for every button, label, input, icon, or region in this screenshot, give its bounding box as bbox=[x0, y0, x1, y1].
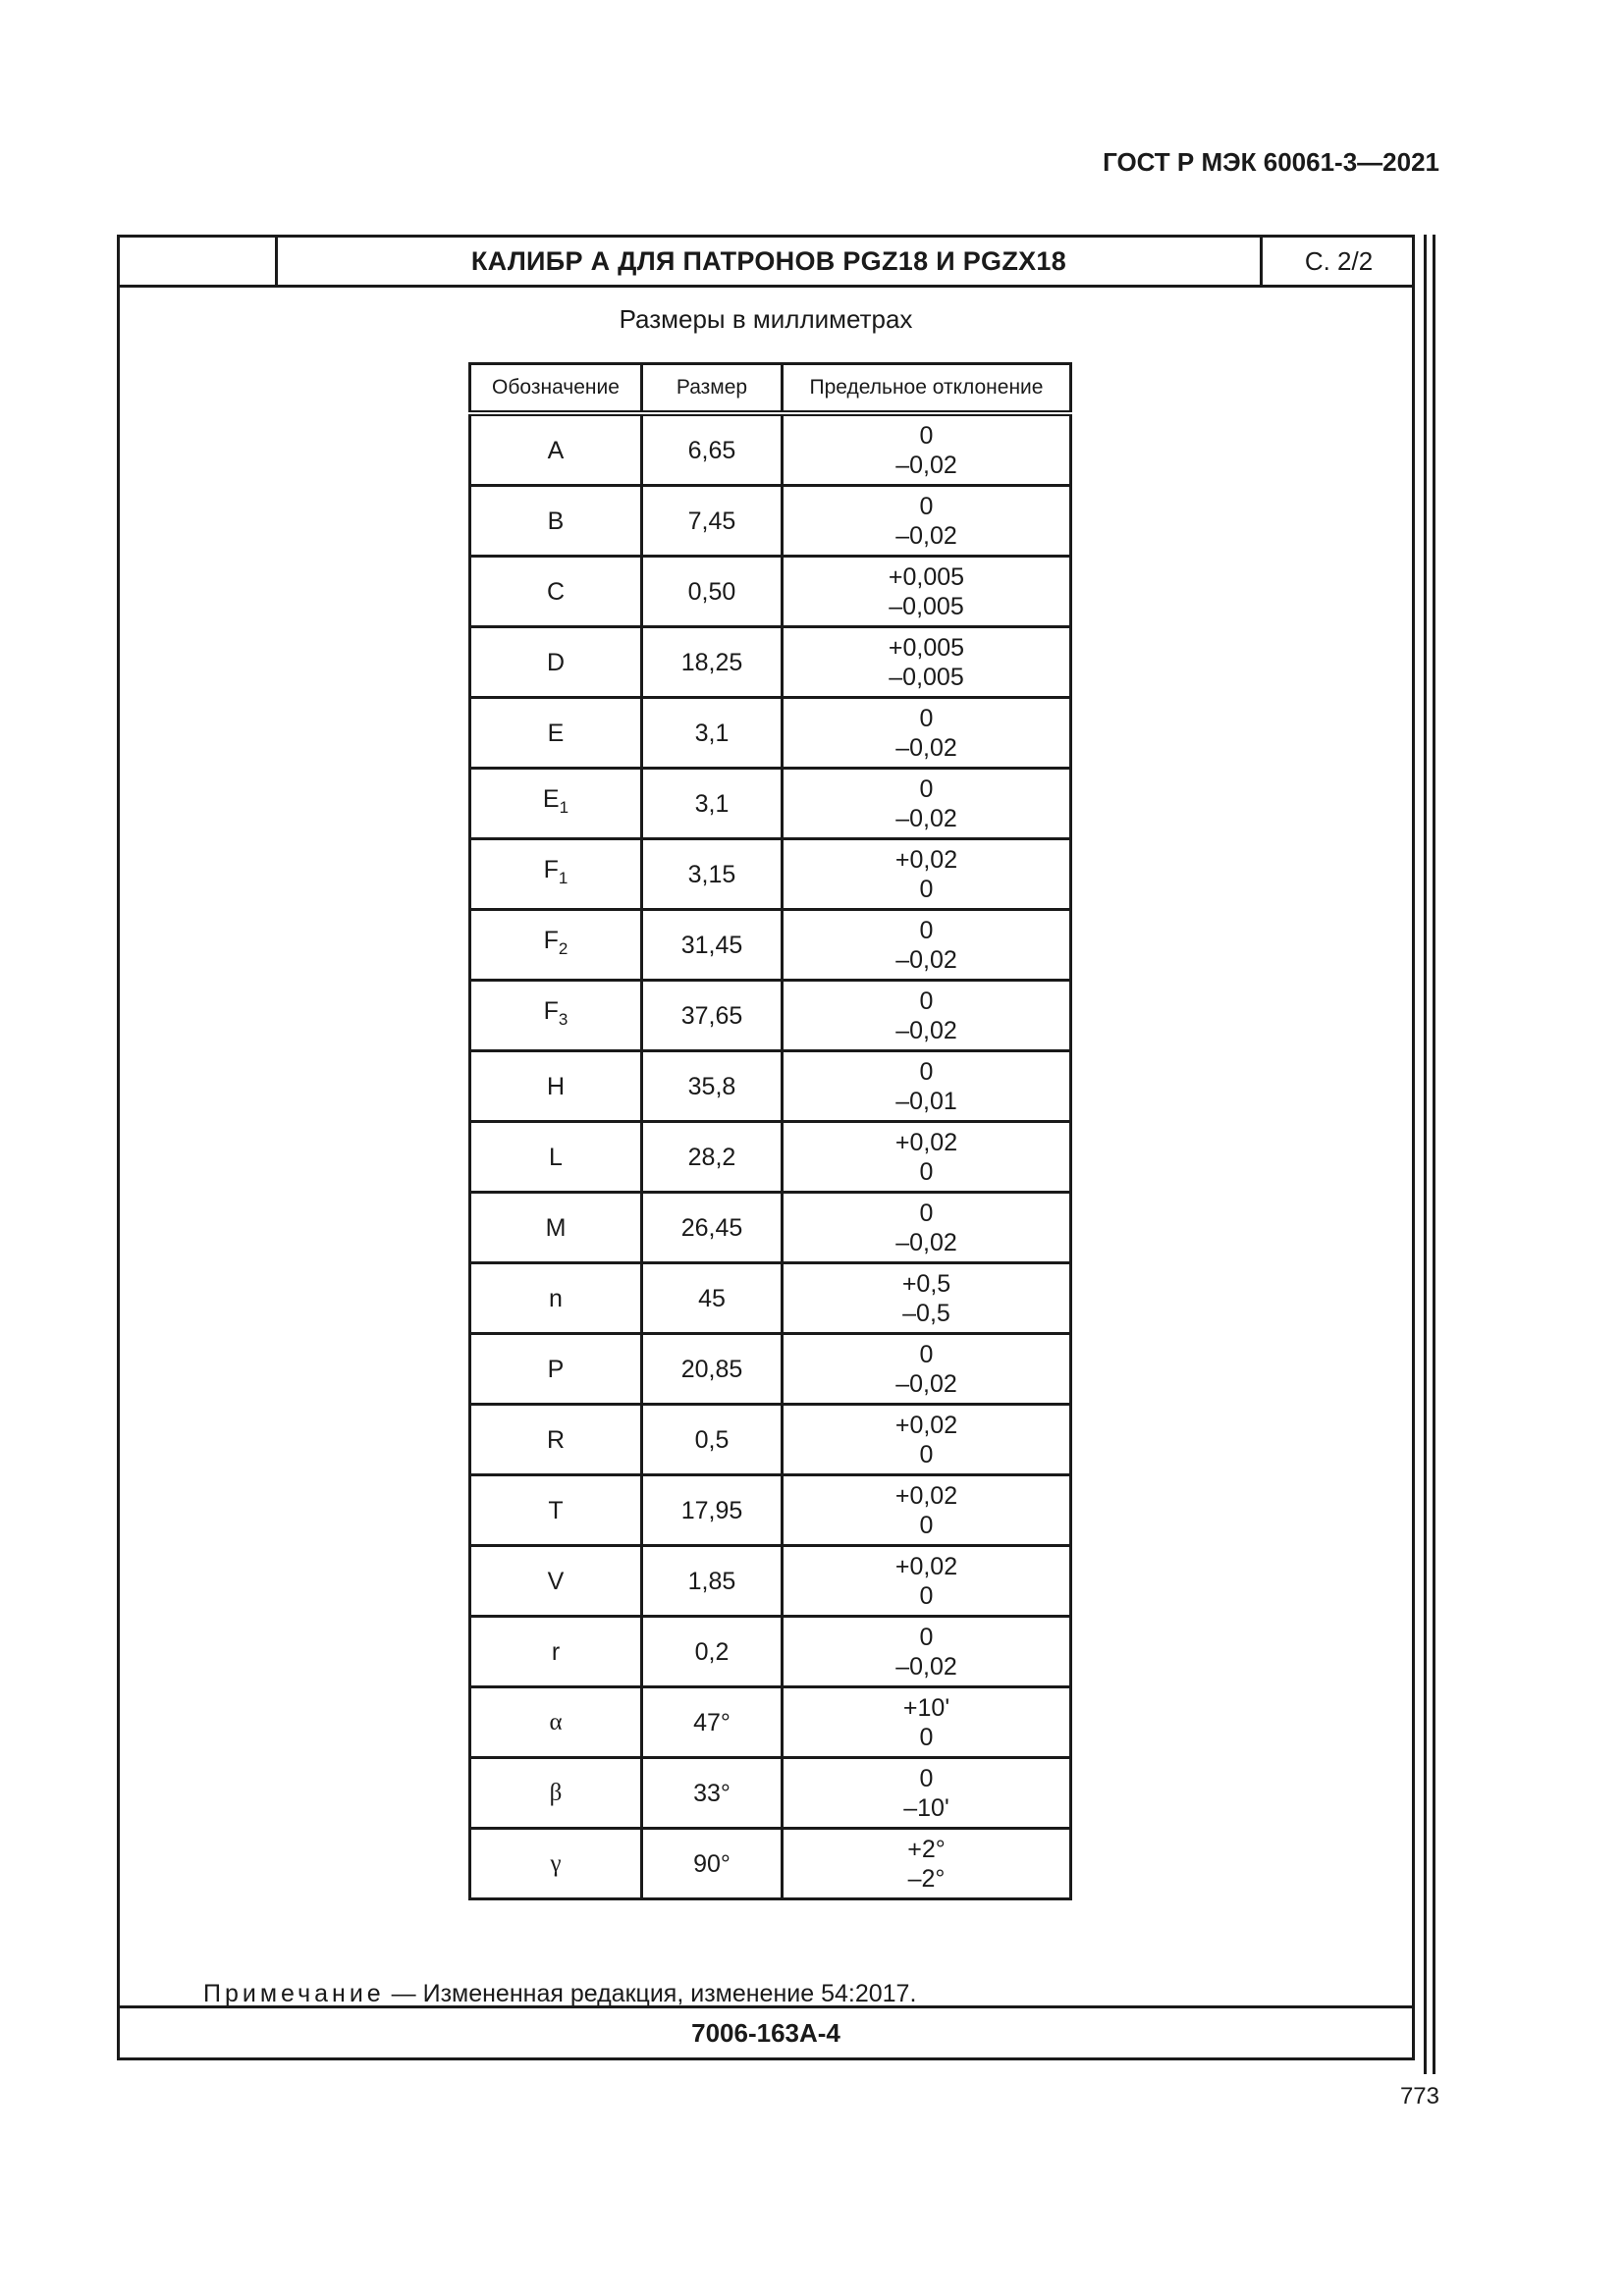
sheet-header bbox=[120, 238, 1412, 288]
table-row bbox=[470, 839, 1071, 910]
tolerance-lower: –0,01 bbox=[895, 1087, 957, 1115]
dimensions-table bbox=[468, 362, 1072, 1900]
designation-symbol: γ bbox=[550, 1849, 562, 1877]
designation-cell bbox=[470, 627, 642, 698]
tolerance-lower: –0,02 bbox=[895, 733, 957, 762]
tolerance-upper: 0 bbox=[919, 1340, 934, 1368]
designation-cell bbox=[470, 1263, 642, 1334]
designation-cell bbox=[470, 1475, 642, 1546]
designation-subscript: 3 bbox=[558, 1010, 568, 1029]
tolerance-lower: –0,005 bbox=[889, 663, 964, 691]
table-row bbox=[470, 1829, 1071, 1899]
tolerance-cell bbox=[783, 486, 1071, 557]
table-row bbox=[470, 627, 1071, 698]
tolerance-upper: 0 bbox=[919, 421, 934, 450]
designation-symbol: H bbox=[546, 1072, 566, 1100]
size-cell: 20,85 bbox=[642, 1334, 783, 1405]
size-cell: 47° bbox=[642, 1687, 783, 1758]
table-row bbox=[470, 1263, 1071, 1334]
tolerance-cell bbox=[783, 1546, 1071, 1617]
table-row bbox=[470, 1051, 1071, 1122]
table-row bbox=[470, 1617, 1071, 1687]
tolerance-lower: –0,02 bbox=[895, 1016, 957, 1044]
table-row bbox=[470, 1687, 1071, 1758]
table-row bbox=[470, 413, 1071, 486]
designation-symbol: α bbox=[549, 1708, 563, 1735]
size-cell: 33° bbox=[642, 1758, 783, 1829]
size-cell: 18,25 bbox=[642, 627, 783, 698]
tolerance-lower: –0,02 bbox=[895, 804, 957, 832]
tolerance-lower: –2° bbox=[907, 1864, 946, 1893]
tolerance-lower: 0 bbox=[919, 1511, 934, 1539]
document-code: ГОСТ Р МЭК 60061-3—2021 bbox=[1103, 147, 1439, 177]
designation-cell bbox=[470, 1193, 642, 1263]
tolerance-lower: 0 bbox=[919, 1157, 934, 1186]
tolerance-upper: 0 bbox=[919, 1623, 934, 1651]
designation-cell bbox=[470, 1051, 642, 1122]
sheet-frame bbox=[117, 235, 1415, 2060]
tolerance-cell bbox=[783, 1263, 1071, 1334]
designation-symbol: A bbox=[547, 436, 565, 464]
tolerance-cell bbox=[783, 1475, 1071, 1546]
note-text: — Измененная редакция, изменение 54:2017. bbox=[384, 1980, 917, 2007]
size-cell: 31,45 bbox=[642, 910, 783, 981]
tolerance-upper: +2° bbox=[907, 1835, 946, 1863]
tolerance-lower: 0 bbox=[919, 1723, 934, 1751]
designation-symbol: F bbox=[543, 997, 559, 1025]
tolerance-lower: –0,02 bbox=[895, 521, 957, 550]
tolerance-upper: 0 bbox=[919, 1764, 934, 1792]
size-cell: 1,85 bbox=[642, 1546, 783, 1617]
tolerance-upper: +0,02 bbox=[894, 1128, 958, 1156]
designation-cell bbox=[470, 1617, 642, 1687]
sheet-page: С. 2/2 bbox=[1260, 238, 1415, 285]
tolerance-lower: –0,005 bbox=[889, 592, 964, 620]
designation-cell bbox=[470, 698, 642, 769]
designation-symbol: F bbox=[543, 927, 559, 954]
tolerance-cell bbox=[783, 1405, 1071, 1475]
designation-subscript: 1 bbox=[558, 869, 568, 887]
tolerance-cell bbox=[783, 557, 1071, 627]
designation-cell bbox=[470, 557, 642, 627]
table-row bbox=[470, 769, 1071, 839]
designation-symbol: B bbox=[547, 507, 565, 535]
tolerance-upper: 0 bbox=[919, 1057, 934, 1086]
tolerance-cell bbox=[783, 1122, 1071, 1193]
table-header-row bbox=[470, 364, 1071, 414]
tolerance-lower: –0,02 bbox=[895, 451, 957, 479]
tolerance-upper: +10' bbox=[902, 1693, 950, 1722]
tolerance-upper: +0,02 bbox=[894, 845, 958, 874]
table-row bbox=[470, 1758, 1071, 1829]
tolerance-upper: 0 bbox=[919, 704, 934, 732]
designation-subscript: 2 bbox=[558, 939, 568, 958]
column-header-designation: Обозначение bbox=[470, 364, 642, 414]
tolerance-upper: 0 bbox=[919, 916, 934, 944]
frame-outer-line-1 bbox=[1424, 235, 1427, 2074]
page-number: 773 bbox=[1399, 2083, 1439, 2109]
designation-cell bbox=[470, 769, 642, 839]
tolerance-cell bbox=[783, 1829, 1071, 1899]
designation-symbol: r bbox=[551, 1637, 561, 1666]
size-cell: 37,65 bbox=[642, 981, 783, 1051]
designation-cell bbox=[470, 1334, 642, 1405]
tolerance-lower: 0 bbox=[919, 1581, 934, 1610]
table-row bbox=[470, 910, 1071, 981]
designation-cell bbox=[470, 1122, 642, 1193]
size-cell: 90° bbox=[642, 1829, 783, 1899]
tolerance-cell bbox=[783, 981, 1071, 1051]
tolerance-upper: +0,02 bbox=[894, 1411, 958, 1439]
designation-symbol: F bbox=[543, 856, 559, 883]
designation-symbol: R bbox=[546, 1425, 566, 1454]
designation-cell bbox=[470, 1405, 642, 1475]
tolerance-cell bbox=[783, 1193, 1071, 1263]
designation-cell bbox=[470, 910, 642, 981]
size-cell: 26,45 bbox=[642, 1193, 783, 1263]
tolerance-upper: +0,5 bbox=[901, 1269, 951, 1298]
table-row bbox=[470, 1193, 1071, 1263]
table-row bbox=[470, 698, 1071, 769]
size-cell: 0,5 bbox=[642, 1405, 783, 1475]
designation-cell bbox=[470, 1758, 642, 1829]
table-row bbox=[470, 1122, 1071, 1193]
tolerance-upper: 0 bbox=[919, 1199, 934, 1227]
tolerance-upper: 0 bbox=[919, 492, 934, 520]
designation-symbol: D bbox=[546, 648, 566, 676]
tolerance-upper: 0 bbox=[919, 987, 934, 1015]
size-cell: 35,8 bbox=[642, 1051, 783, 1122]
tolerance-cell bbox=[783, 413, 1071, 486]
designation-cell bbox=[470, 981, 642, 1051]
designation-symbol: V bbox=[547, 1567, 565, 1595]
designation-cell bbox=[470, 413, 642, 486]
table-row bbox=[470, 1546, 1071, 1617]
size-cell: 0,2 bbox=[642, 1617, 783, 1687]
footer-code: 7006-163A-4 bbox=[120, 2005, 1412, 2057]
designation-symbol: β bbox=[549, 1779, 563, 1806]
size-cell: 17,95 bbox=[642, 1475, 783, 1546]
designation-cell bbox=[470, 1687, 642, 1758]
tolerance-lower: –0,02 bbox=[895, 1228, 957, 1256]
designation-symbol: C bbox=[546, 577, 566, 606]
tolerance-cell bbox=[783, 1334, 1071, 1405]
sheet-title: КАЛИБР А ДЛЯ ПАТРОНОВ PGZ18 И PGZX18 bbox=[470, 246, 1067, 276]
tolerance-cell bbox=[783, 839, 1071, 910]
size-cell: 3,15 bbox=[642, 839, 783, 910]
size-cell: 3,1 bbox=[642, 769, 783, 839]
designation-cell bbox=[470, 1829, 642, 1899]
column-header-size: Размер bbox=[642, 364, 783, 414]
tolerance-upper: +0,005 bbox=[888, 562, 965, 591]
designation-symbol: n bbox=[549, 1284, 563, 1312]
size-cell: 0,50 bbox=[642, 557, 783, 627]
designation-symbol: E bbox=[547, 719, 565, 747]
tolerance-upper: +0,005 bbox=[888, 633, 965, 662]
size-cell: 28,2 bbox=[642, 1122, 783, 1193]
size-cell: 3,1 bbox=[642, 698, 783, 769]
designation-symbol: E bbox=[542, 785, 560, 813]
designation-cell bbox=[470, 486, 642, 557]
note-label: Примечание bbox=[203, 1980, 385, 2007]
tolerance-lower: 0 bbox=[919, 1440, 934, 1468]
designation-cell bbox=[470, 839, 642, 910]
tolerance-upper: +0,02 bbox=[894, 1481, 958, 1510]
tolerance-lower: 0 bbox=[919, 875, 934, 903]
table-row bbox=[470, 981, 1071, 1051]
tolerance-cell bbox=[783, 1051, 1071, 1122]
table-row bbox=[470, 1405, 1071, 1475]
tolerance-cell bbox=[783, 910, 1071, 981]
size-cell: 7,45 bbox=[642, 486, 783, 557]
units-caption: Размеры в миллиметрах bbox=[619, 304, 913, 334]
tolerance-cell bbox=[783, 698, 1071, 769]
table-row bbox=[470, 1475, 1071, 1546]
tolerance-lower: –0,02 bbox=[895, 945, 957, 974]
tolerance-upper: 0 bbox=[919, 774, 934, 803]
size-cell: 45 bbox=[642, 1263, 783, 1334]
designation-symbol: P bbox=[547, 1355, 565, 1383]
table-row bbox=[470, 486, 1071, 557]
designation-symbol: T bbox=[548, 1496, 564, 1524]
header-blank-cell bbox=[120, 238, 278, 285]
tolerance-cell bbox=[783, 627, 1071, 698]
note bbox=[203, 1980, 916, 2008]
table-row bbox=[470, 557, 1071, 627]
tolerance-upper: +0,02 bbox=[894, 1552, 958, 1580]
size-cell: 6,65 bbox=[642, 413, 783, 486]
designation-symbol: L bbox=[549, 1143, 563, 1171]
tolerance-cell bbox=[783, 1758, 1071, 1829]
designation-cell bbox=[470, 1546, 642, 1617]
tolerance-lower: –0,02 bbox=[895, 1652, 957, 1681]
tolerance-lower: –10' bbox=[903, 1793, 949, 1822]
tolerance-lower: –0,5 bbox=[902, 1299, 950, 1327]
designation-symbol: M bbox=[545, 1213, 567, 1242]
table-row bbox=[470, 1334, 1071, 1405]
frame-outer-line-2 bbox=[1433, 235, 1435, 2074]
tolerance-cell bbox=[783, 769, 1071, 839]
tolerance-cell bbox=[783, 1687, 1071, 1758]
tolerance-lower: –0,02 bbox=[895, 1369, 957, 1398]
designation-subscript: 1 bbox=[559, 798, 569, 817]
column-header-tolerance: Предельное отклонение bbox=[783, 364, 1071, 414]
tolerance-cell bbox=[783, 1617, 1071, 1687]
